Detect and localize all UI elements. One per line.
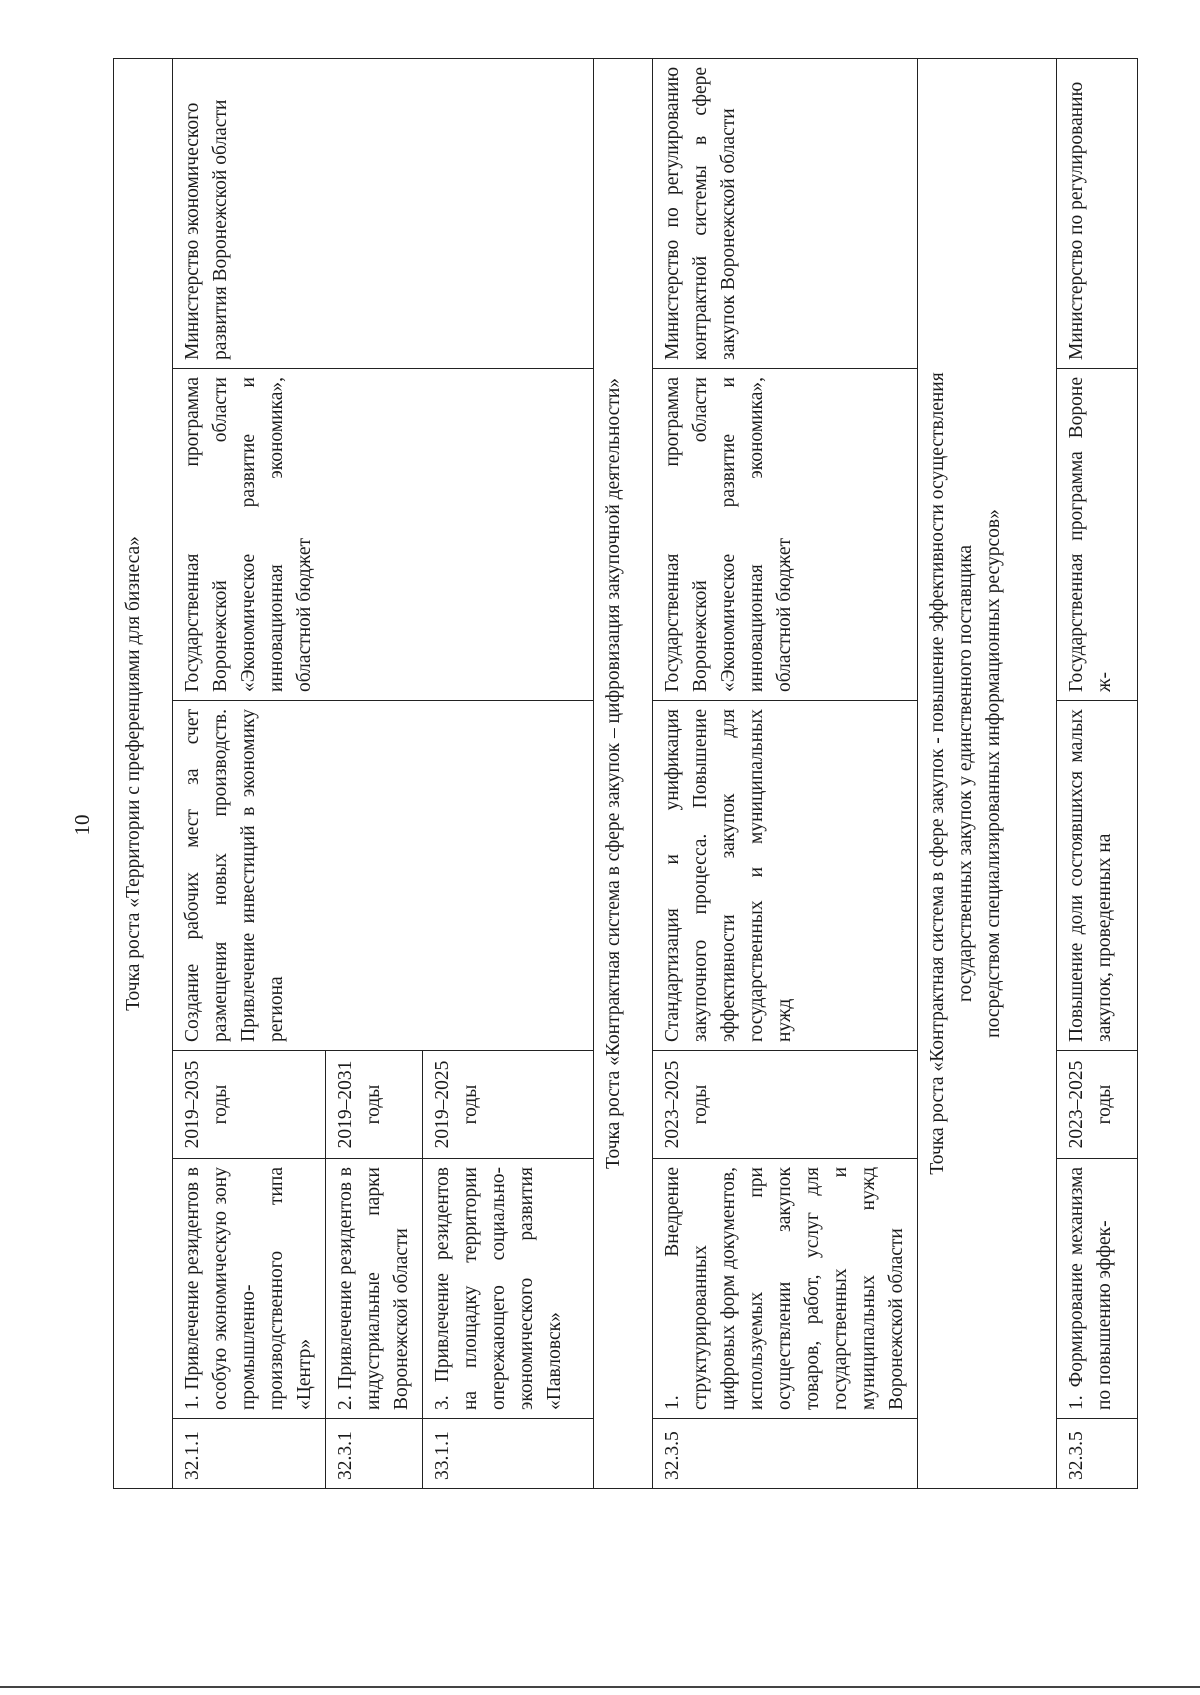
measure-code: 32.3.5	[653, 1419, 918, 1489]
section-header-row	[918, 58, 1057, 1488]
funding-source: Государственная программа Воронежской области «Экономическое развитие и инновационная экономика», областной бюджет	[653, 369, 918, 701]
measure-name: 1. Привлечение резидентов в особую экономическую зону промышленно-производственного типа «Центр»	[173, 1159, 326, 1419]
section-title	[918, 58, 1057, 1488]
responsible-executor: Министерство по регулированию	[1057, 58, 1138, 368]
measure-code: 32.3.5	[1057, 1419, 1138, 1489]
measure-name: 1. Формирование механизма по повышению эффек-	[1057, 1159, 1138, 1419]
expected-result: Повышение доли состоявшихся малых закупок, проведенных на	[1057, 701, 1138, 1051]
responsible-executor: Министерство экономического развития Воронежской области	[173, 58, 594, 368]
measures-table	[113, 58, 1138, 1489]
table-row	[653, 58, 918, 1488]
implementation-period: 2023–2025 годы	[1057, 1051, 1138, 1159]
funding-source: Государственная программа Воронежской области «Экономическое развитие и инновационная экономика», областной бюджет	[173, 369, 594, 701]
implementation-period: 2019–2035 годы	[173, 1051, 326, 1159]
section-title-line: Точка роста «Контрактная система в сфере закупок – цифровизация закупочной деятельности»	[603, 377, 624, 1169]
rotated-table-container	[113, 59, 1115, 1489]
page-number: 10	[70, 814, 94, 836]
section-title-line: Точка роста «Контрактная система в сфере закупок - повышение эффективности осуществления	[927, 372, 948, 1175]
implementation-period: 2019–2031 годы	[326, 1051, 423, 1159]
document-frame	[113, 59, 1115, 1489]
implementation-period: 2019–2025 годы	[423, 1051, 594, 1159]
measure-name: 1. Внедрение структурированных цифровых форм документов, используемых при осуществлении закупок товаров, работ, услуг для государственных и муниципальных нужд Воронежской области	[653, 1159, 918, 1419]
table-row	[1057, 58, 1138, 1488]
section-title-line: государственных закупок у единственного поставщика	[955, 544, 976, 1003]
section-header-row	[114, 58, 173, 1488]
responsible-executor: Министерство по регулированию контрактной системы в сфере закупок Воронежской области	[653, 58, 918, 368]
measure-code: 33.1.1	[423, 1419, 594, 1489]
measure-name: 2. Привлечение резидентов в индустриальные парки Воронежской области	[326, 1159, 423, 1419]
section-title-line: посредством специализированных информационных ресурсов»	[983, 509, 1004, 1038]
section-title	[114, 58, 173, 1488]
section-title	[594, 58, 653, 1488]
section-title-line: Точка роста «Территории с преференциями для бизнеса»	[123, 536, 144, 1011]
scan-edge-line	[0, 1686, 1200, 1688]
expected-result: Создание рабочих мест за счет размещения новых производств. Привлечение инвестиций в экономику региона	[173, 701, 594, 1051]
measure-name: 3. Привлечение резидентов на площадку территории опережающего социально-экономического развития «Павловск»	[423, 1159, 594, 1419]
implementation-period: 2023–2025 годы	[653, 1051, 918, 1159]
expected-result: Стандартизация и унификация закупочного процесса. Повышение эффективности закупок для государственных и муниципальных нужд	[653, 701, 918, 1051]
table-row	[173, 58, 326, 1488]
section-header-row	[594, 58, 653, 1488]
measure-code: 32.1.1	[173, 1419, 326, 1489]
funding-source: Государственная программа Вороне ж-	[1057, 369, 1138, 701]
measure-code: 32.3.1	[326, 1419, 423, 1489]
